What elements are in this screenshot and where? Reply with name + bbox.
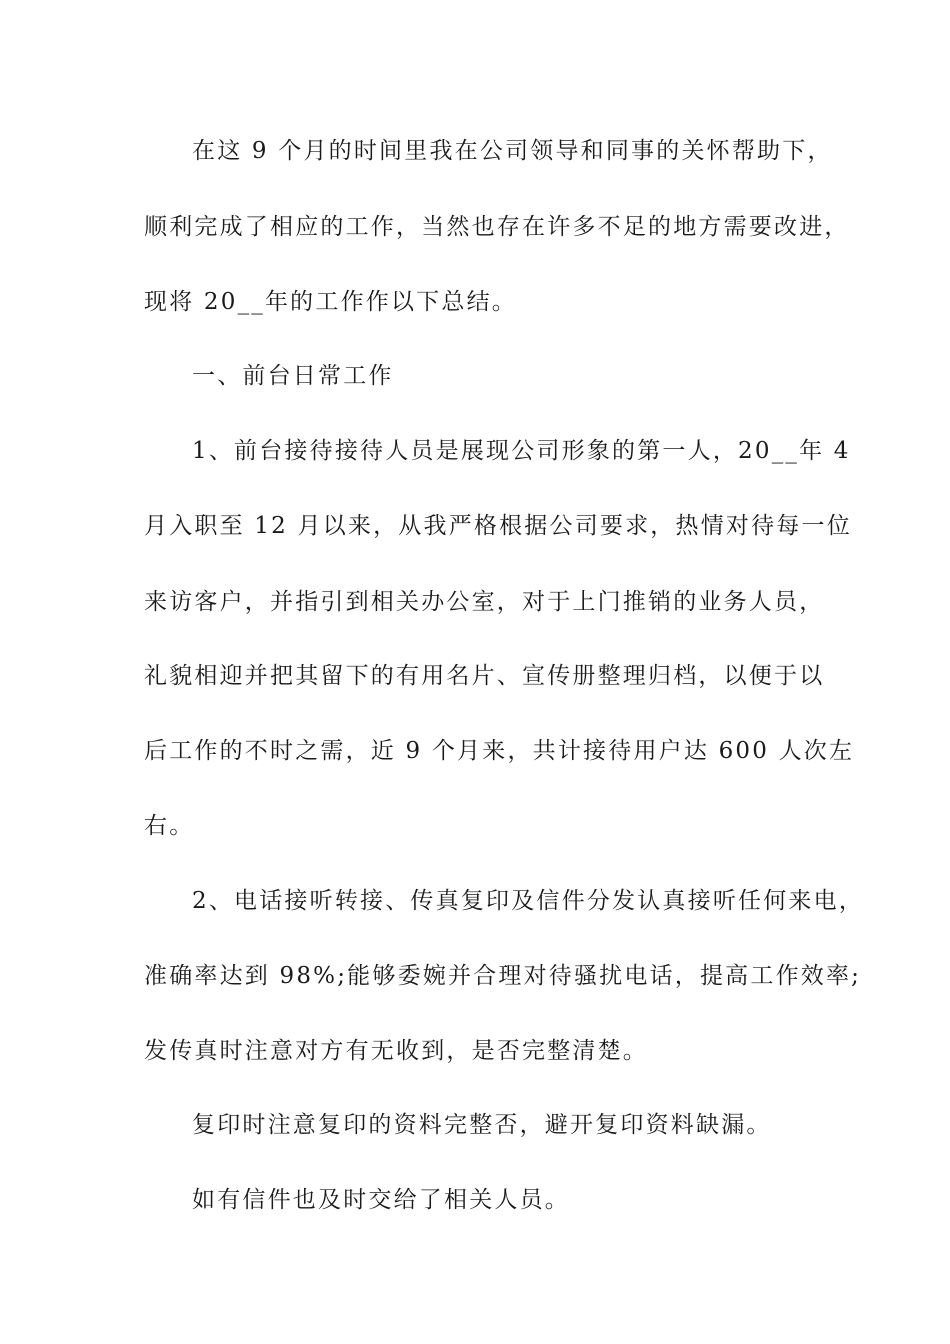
section-heading: 一、前台日常工作 — [192, 363, 394, 389]
paragraph-line: 现将 20__年的工作作以下总结。 — [144, 289, 517, 315]
paragraph-line: 右。 — [144, 813, 195, 839]
paragraph-line: 礼貌相迎并把其留下的有用名片、宣传册整理归档，以便于以 — [144, 663, 825, 689]
paragraph-line: 来访客户，并指引到相关办公室，对于上门推销的业务人员， — [144, 589, 825, 615]
paragraph-line: 顺利完成了相应的工作，当然也存在许多不足的地方需要改进， — [144, 214, 850, 240]
paragraph-line: 如有信件也及时交给了相关人员。 — [192, 1187, 570, 1213]
paragraph-line: 后工作的不时之需，近 9 个月来，共计接待用户达 600 人次左 — [144, 738, 855, 764]
paragraph-line: 复印时注意复印的资料完整否，避开复印资料缺漏。 — [192, 1112, 772, 1138]
paragraph-line: 准确率达到 98%;能够委婉并合理对待骚扰电话，提高工作效率; — [144, 963, 862, 989]
paragraph-line: 2、电话接听转接、传真复印及信件分发认真接听任何来电， — [192, 888, 865, 914]
paragraph-line: 发传真时注意对方有无收到，是否完整清楚。 — [144, 1038, 648, 1064]
paragraph-line: 在这 9 个月的时间里我在公司领导和同事的关怀帮助下， — [192, 138, 833, 164]
paragraph-line: 月入职至 12 月以来，从我严格根据公司要求，热情对待每一位 — [144, 513, 852, 539]
paragraph-line: 1、前台接待接待人员是展现公司形象的第一人，20__年 4 — [192, 438, 851, 464]
